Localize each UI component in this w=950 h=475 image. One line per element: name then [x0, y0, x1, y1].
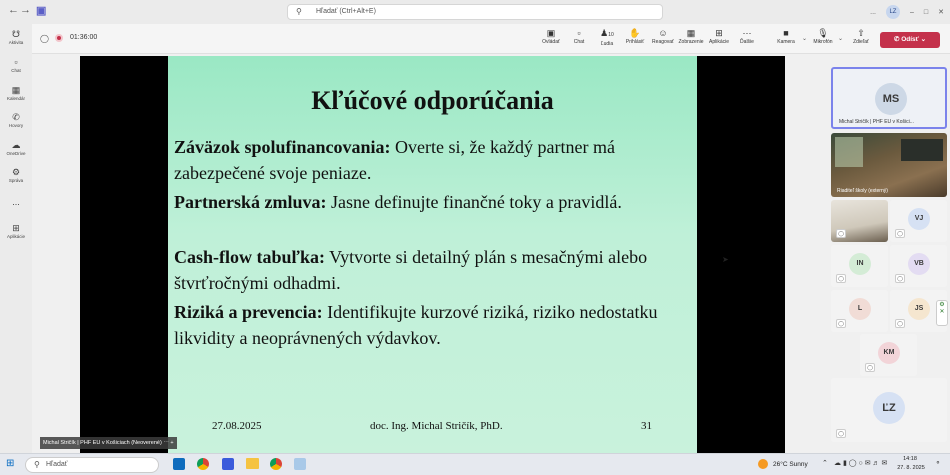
mic-off-icon: ◯: [836, 319, 846, 328]
chat-icon: ▫: [14, 57, 18, 67]
mouse-cursor-icon: ➤: [722, 255, 729, 264]
close-icon[interactable]: ✕: [938, 9, 944, 16]
slide-point: [174, 244, 684, 296]
user-avatar[interactable]: LZ: [886, 5, 900, 19]
people-count: 10: [608, 32, 614, 38]
more-options-button[interactable]: ...: [870, 8, 876, 16]
taskbar: [0, 453, 950, 475]
avatar: L: [849, 298, 871, 320]
app-rail: [0, 24, 32, 453]
more-button[interactable]: [733, 27, 761, 46]
notification-icon[interactable]: ⚬: [935, 460, 941, 467]
slide-point: [174, 299, 684, 351]
participant-tile[interactable]: [890, 245, 947, 287]
chrome-icon[interactable]: [197, 458, 209, 470]
avatar: KM: [878, 342, 900, 364]
camera-button[interactable]: [772, 27, 800, 46]
tool-label: Kamera: [777, 39, 795, 45]
tool-label: Reagovať: [652, 39, 674, 45]
rail-label: Chat: [11, 68, 21, 73]
share-icon: ⇧: [857, 28, 865, 38]
side-panel-toggle[interactable]: [936, 300, 948, 326]
rail-item-onedrive[interactable]: [0, 139, 32, 157]
chrome-icon[interactable]: [270, 458, 282, 470]
presenter-name: Michal Stričík | PHF EU v Košiciach (Neoverené): [43, 440, 162, 446]
people-icon: ♟10: [600, 28, 614, 38]
tool-label: Prihlásiť: [625, 39, 645, 45]
chat-button[interactable]: [565, 27, 593, 46]
plus-icon: ⊞: [12, 223, 20, 233]
video-screen-area: [901, 139, 943, 161]
participant-tile[interactable]: [890, 200, 947, 242]
slide-point-text: Identifikujte kurzové riziká, riziko nedostatku likvidity a neoprávnených výdavkov.: [174, 302, 658, 348]
mic-off-icon: ◯: [836, 274, 846, 283]
slide-point-heading: Partnerská zmluva:: [174, 192, 327, 212]
tool-label: Ľudia: [600, 41, 614, 47]
chevron-down-icon: ⌄: [920, 36, 927, 43]
participant-name: Riaditeľ školy (externý): [837, 188, 888, 194]
cloud-icon: ☁: [11, 140, 21, 150]
participant-tile[interactable]: [831, 245, 888, 287]
leave-button[interactable]: [880, 32, 940, 48]
back-arrow-icon[interactable]: ←: [8, 4, 19, 16]
recording-icon: [55, 34, 63, 42]
rail-label: Aktivita: [8, 40, 24, 45]
slide-point-text: Jasne definujte finančné toky a pravidlá.: [326, 192, 622, 212]
title-bar: [0, 0, 950, 24]
outlook-icon[interactable]: [173, 458, 185, 470]
mic-off-icon: ◯: [836, 429, 846, 438]
tool-label: Mikrofón: [813, 39, 833, 45]
slide-point-text: Vytvorte si detailný plán s mesačnými alebo štvrťročnými odhadmi.: [174, 247, 648, 293]
apps-icon: ⊞: [715, 28, 723, 38]
slide-point-heading: Riziká a prevencia:: [174, 302, 323, 322]
plus-icon[interactable]: +: [170, 440, 174, 446]
maximize-icon[interactable]: □: [923, 8, 929, 16]
rail-item-calendar[interactable]: [0, 84, 32, 102]
more-icon: ⋯: [742, 28, 752, 38]
slide-point: [174, 134, 684, 186]
title-bar-right: [870, 5, 944, 19]
rail-item-chat[interactable]: [0, 56, 32, 74]
taskbar-search[interactable]: [25, 457, 159, 473]
avatar: MS: [875, 83, 907, 115]
rail-label: Hovory: [8, 123, 24, 128]
rail-item-activity[interactable]: [0, 28, 32, 46]
slide-page-number: 31: [641, 420, 652, 432]
rail-label: Aplikácie: [6, 234, 25, 239]
app-icon[interactable]: [294, 458, 306, 470]
avatar: VJ: [908, 208, 930, 230]
slide-title: Kľúčové odporúčania: [311, 86, 554, 115]
slide-date: 27.08.2025: [212, 420, 262, 432]
chat-icon: ▫: [577, 28, 581, 38]
microphone-button[interactable]: [809, 27, 837, 46]
video-window-area: [835, 137, 863, 167]
close-icon: ✕: [939, 309, 945, 315]
avatar: IN: [849, 253, 871, 275]
slide-point-heading: Cash-flow tabuľka:: [174, 247, 325, 267]
chevron-down-icon[interactable]: ⌄: [838, 36, 844, 42]
slide-point-heading: Záväzok spolufinancovania:: [174, 137, 391, 157]
rail-item-calls[interactable]: [0, 111, 32, 129]
tool-label: Zobrazenie: [678, 39, 704, 45]
rail-label: Kalendár: [6, 96, 25, 101]
windows-start-icon[interactable]: ⊞: [6, 458, 15, 469]
tool-label: Zdieľať: [853, 39, 869, 45]
avatar: ĽZ: [873, 392, 905, 424]
mic-off-icon: ◯: [895, 229, 905, 238]
phone-hangup-icon: ✆: [893, 36, 900, 43]
mic-off-icon: ◯: [895, 274, 905, 283]
presenter-name-label: [40, 437, 177, 449]
share-button[interactable]: [847, 27, 875, 46]
control-icon: ▣: [546, 28, 556, 38]
participant-tile[interactable]: [831, 378, 947, 442]
rail-label: OneDrive: [6, 151, 26, 156]
react-icon: ☺: [658, 28, 668, 38]
save-icon[interactable]: [222, 458, 234, 470]
tray-icons[interactable]: ☁ ▮ ◯ ○ ✉ ♬ ✉: [834, 460, 888, 467]
view-button[interactable]: [677, 27, 705, 46]
calendar-icon: ▦: [11, 85, 21, 95]
presentation-slide: [168, 56, 697, 453]
participant-video-tile[interactable]: [831, 133, 947, 197]
mic-off-icon: 🎙: [817, 28, 829, 38]
avatar: JS: [908, 298, 930, 320]
search-input[interactable]: [287, 4, 663, 20]
clock-time[interactable]: 14:18: [903, 456, 917, 462]
folder-icon[interactable]: [246, 458, 259, 469]
settings-icon: ⚙: [11, 167, 21, 177]
rail-item-more[interactable]: [0, 196, 32, 208]
leave-label: Odísť: [901, 36, 919, 43]
more-icon[interactable]: ⋯: [163, 440, 169, 446]
meeting-toolbar: [32, 24, 950, 54]
sun-icon: [758, 459, 768, 469]
weather-text[interactable]: 26°C Sunny: [773, 461, 808, 468]
search-icon: ⚲: [34, 460, 40, 469]
chevron-up-icon[interactable]: ⌃: [822, 460, 828, 467]
hand-icon: ✋: [629, 28, 641, 38]
chevron-down-icon[interactable]: ⌄: [802, 36, 808, 42]
taskbar-search-placeholder: Hľadať: [46, 461, 68, 468]
participant-video-tile[interactable]: [831, 200, 888, 242]
participant-tile[interactable]: [831, 67, 947, 129]
participant-tile[interactable]: [860, 334, 917, 376]
apps-button[interactable]: [705, 27, 733, 46]
participant-name: Michal Stričík | PHF EU v Košici...: [839, 119, 914, 125]
rail-item-apps[interactable]: [0, 222, 32, 240]
clock-date[interactable]: 27. 8. 2025: [897, 465, 925, 471]
slide-point: [174, 189, 684, 215]
tool-label: Ďalšie: [740, 39, 754, 45]
mic-off-icon: ◯: [836, 229, 846, 238]
tool-label: Chat: [573, 39, 585, 45]
settings-icon: ⚙: [939, 302, 945, 308]
tool-label: Ovládať: [542, 39, 560, 45]
people-button[interactable]: [593, 27, 621, 48]
slide-point-text: Overte si, že každý partner má zabezpečené svoje peniaze.: [174, 137, 615, 183]
forward-arrow-icon[interactable]: →: [20, 4, 31, 16]
teams-logo-icon: ▣: [36, 5, 47, 17]
avatar: VB: [908, 253, 930, 275]
grid-icon: ▦: [686, 28, 696, 38]
meeting-timer: 01:36:00: [70, 34, 98, 41]
participant-tile[interactable]: [831, 290, 888, 332]
mic-off-icon: ◯: [895, 319, 905, 328]
slide-author: doc. Ing. Michal Stričík, PhD.: [370, 420, 503, 432]
more-icon: ...: [12, 197, 20, 207]
minimize-icon[interactable]: –: [909, 8, 914, 16]
camera-off-icon: ■: [783, 28, 789, 38]
mic-off-icon: ◯: [865, 363, 875, 372]
control-button[interactable]: [537, 27, 565, 46]
phone-icon: ✆: [12, 112, 20, 122]
raise-hand-button[interactable]: [621, 27, 649, 46]
tool-label: Aplikácie: [708, 39, 729, 45]
shared-screen: [80, 56, 785, 453]
search-placeholder: Hľadať (Ctrl+Alt+E): [316, 8, 376, 15]
rail-label: Správa: [8, 178, 24, 183]
shield-icon[interactable]: ◯: [40, 34, 49, 43]
search-icon: ⚲: [296, 7, 302, 16]
rail-item-admin[interactable]: [0, 166, 32, 184]
react-button[interactable]: [649, 27, 677, 46]
bell-icon: ☋: [12, 29, 20, 39]
